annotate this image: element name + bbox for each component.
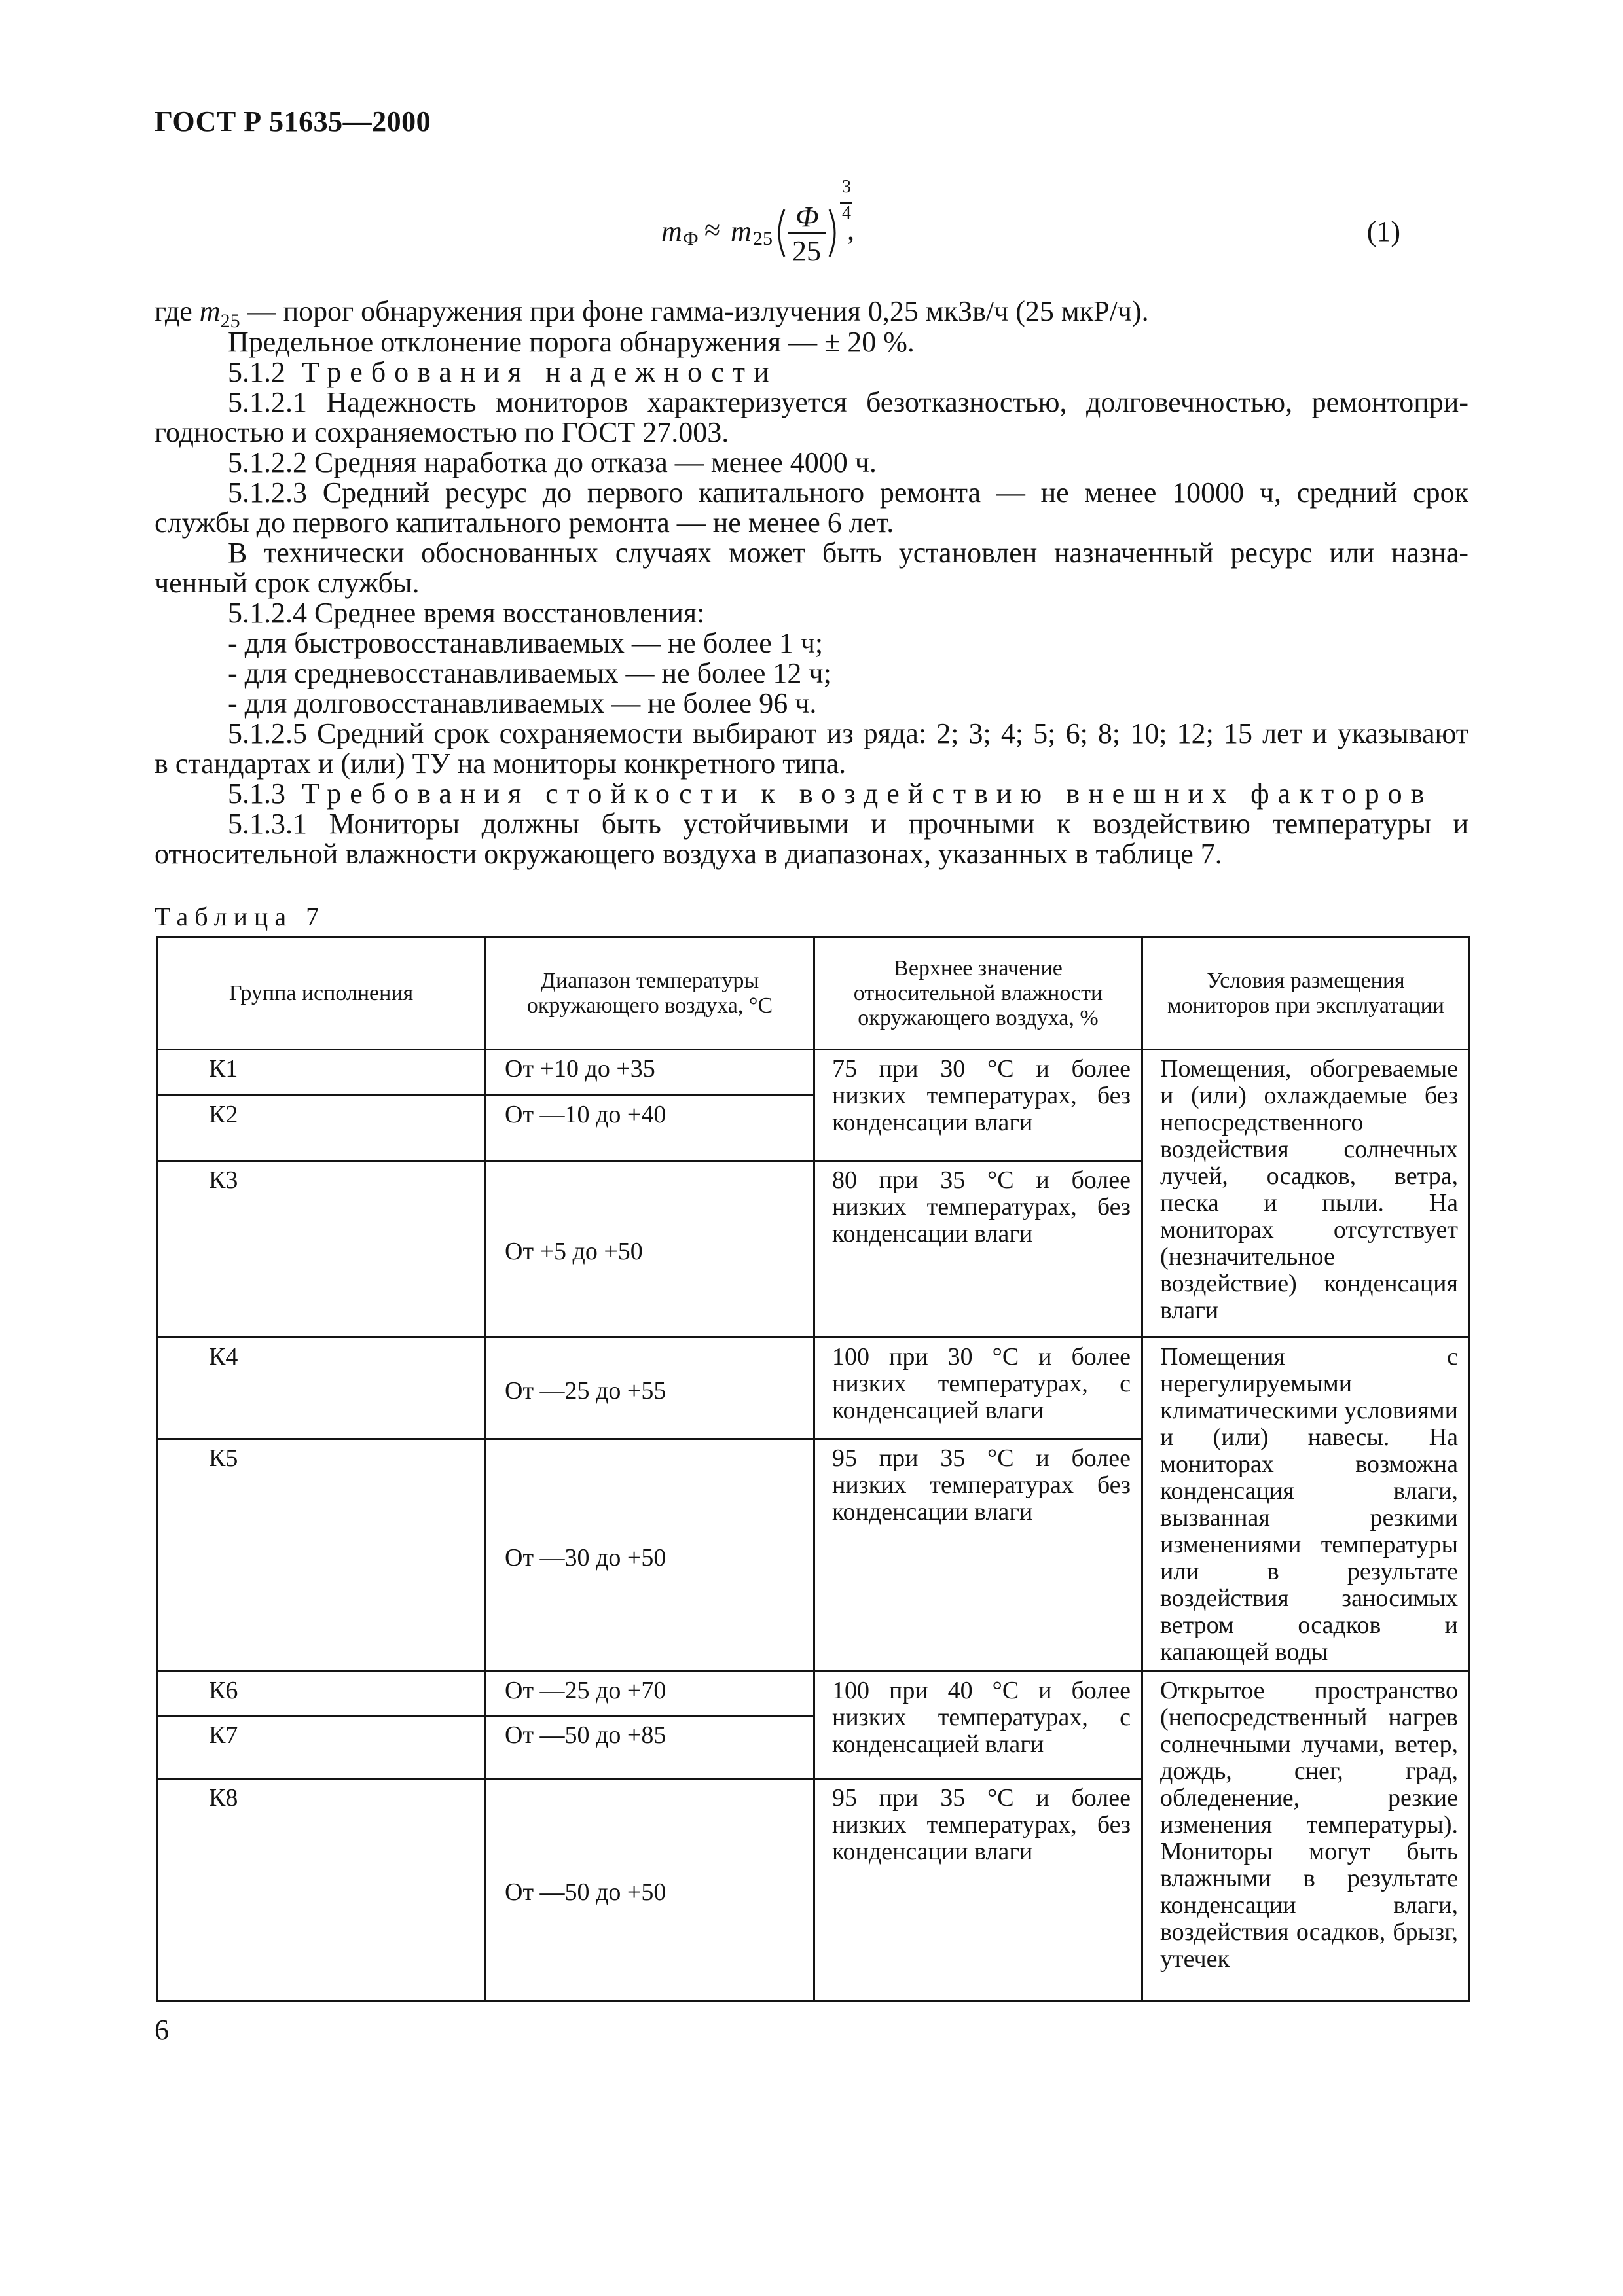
temperature-cell: От —25 до +55 bbox=[486, 1338, 814, 1439]
paragraph-where-prefix: где bbox=[155, 295, 200, 327]
table-header-row bbox=[157, 937, 1470, 1050]
temperature-cell: От —30 до +50 bbox=[486, 1439, 814, 1672]
temperature-cell: От +10 до +35 bbox=[486, 1050, 814, 1096]
temperature-cell: От —50 до +50 bbox=[486, 1779, 814, 2001]
formula-m: m bbox=[731, 215, 752, 247]
paragraph-5-1-3-1-line1: 5.1.3.1 Мониторы должны быть устойчивыми и прочными к воздействию температуры и bbox=[228, 808, 1468, 840]
section-5-1-2-heading bbox=[228, 357, 778, 387]
section-5-1-2-title: Требования надежности bbox=[302, 356, 778, 388]
formula-m-sub: 25 bbox=[753, 228, 773, 249]
formula-denominator: 25 bbox=[792, 235, 821, 267]
humidity-cell: 100 при 40 °С и более низких температурах, с конденсацией влаги bbox=[814, 1672, 1142, 1779]
temperature-cell: От +5 до +50 bbox=[486, 1161, 814, 1338]
section-5-1-3-number: 5.1.3 bbox=[228, 778, 285, 810]
group-cell: К7 bbox=[157, 1716, 486, 1779]
conditions-cell: Открытое пространство (непосредственный нагрев солнечными лучами, ветер, дождь, снег, град, обледенение, резкие изменения температуры). Мониторы могут быть влажными в результате конденсации влаги, воздействия осадков, брызг, утечек bbox=[1142, 1672, 1470, 2001]
table-row bbox=[157, 1338, 1470, 1439]
paragraph-5-1-2-3-line2: службы до первого капитального ремонта — не менее 6 лет. bbox=[155, 507, 894, 539]
group-cell: К6 bbox=[157, 1672, 486, 1716]
paragraph-tech-line2: ченный срок службы. bbox=[155, 567, 420, 599]
group-cell: К1 bbox=[157, 1050, 486, 1096]
paragraph-5-1-2-1-line1: 5.1.2.1 Надежность мониторов характеризуется безотказностью, долговечностью, ремонтопри- bbox=[228, 386, 1468, 418]
formula-lhs-sub: Ф bbox=[683, 228, 699, 249]
header-humidity: Верхнее значение относительной влажности окружающего воздуха, % bbox=[814, 937, 1142, 1050]
group-cell: К2 bbox=[157, 1096, 486, 1161]
formula-exp-den: 4 bbox=[842, 203, 851, 223]
table-7 bbox=[156, 936, 1470, 2002]
paragraph-where-text: — порог обнаружения при фоне гамма-излучения 0,25 мкЗв/ч (25 мкР/ч). bbox=[240, 295, 1149, 327]
group-cell: К3 bbox=[157, 1161, 486, 1338]
header-conditions: Условия размещения мониторов при эксплуатации bbox=[1142, 937, 1470, 1050]
bullet-fast: - для быстровосстанавливаемых — не более 1 ч; bbox=[228, 627, 824, 659]
table-caption: Таблица 7 bbox=[155, 902, 326, 931]
temperature-cell: От —50 до +85 bbox=[486, 1716, 814, 1779]
document-header: ГОСТ Р 51635—2000 bbox=[155, 105, 431, 137]
table-row bbox=[157, 1672, 1470, 1716]
formula-exp-num: 3 bbox=[842, 177, 851, 197]
table-row bbox=[157, 1050, 1470, 1096]
formula-numerator: Ф bbox=[795, 201, 819, 233]
section-5-1-3-heading bbox=[228, 779, 1432, 809]
temperature-cell: От —25 до +70 bbox=[486, 1672, 814, 1716]
section-5-1-3-title: Требования стойкости к воздействию внешних факторов bbox=[302, 778, 1433, 810]
page-number: 6 bbox=[155, 2014, 169, 2046]
formula-approx: ≈ bbox=[704, 214, 721, 246]
humidity-cell: 95 при 35 °С и более низких температурах, без конденсации влаги bbox=[814, 1779, 1142, 2001]
paragraph-where-symbol: m bbox=[199, 295, 221, 327]
group-cell: К4 bbox=[157, 1338, 486, 1439]
formula-brackets bbox=[661, 177, 858, 275]
formula-number: (1) bbox=[1366, 215, 1400, 247]
paragraph-5-1-2-4: 5.1.2.4 Среднее время восстановления: bbox=[228, 597, 705, 629]
humidity-cell: 100 при 30 °С и более низких температурах, с конденсацией влаги bbox=[814, 1338, 1142, 1439]
section-5-1-2-number: 5.1.2 bbox=[228, 356, 285, 388]
humidity-cell: 95 при 35 °С и более низких температурах без конденсации влаги bbox=[814, 1439, 1142, 1672]
paragraph-where-sub: 25 bbox=[220, 310, 240, 332]
paragraph-5-1-2-1-line2: годностью и сохраняемостью по ГОСТ 27.003. bbox=[155, 416, 729, 448]
paragraph-5-1-3-1-line2: относительной влажности окружающего воздуха в диапазонах, указанных в таблице 7. bbox=[155, 838, 1222, 870]
humidity-cell: 75 при 30 °С и более низких температурах, без конденсации влаги bbox=[814, 1050, 1142, 1161]
header-temperature: Диапазон температуры окружающего воздуха, °С bbox=[486, 937, 814, 1050]
bullet-long: - для долговосстанавливаемых — не более 96 ч. bbox=[228, 687, 817, 719]
paragraph-tech-line1: В технически обоснованных случаях может быть установлен назначенный ресурс или назна- bbox=[228, 537, 1468, 569]
paragraph-5-1-2-2: 5.1.2.2 Средняя наработка до отказа — менее 4000 ч. bbox=[228, 446, 877, 478]
temperature-cell: От —10 до +40 bbox=[486, 1096, 814, 1161]
group-cell: К8 bbox=[157, 1779, 486, 2001]
group-cell: К5 bbox=[157, 1439, 486, 1672]
formula-lhs: m bbox=[661, 215, 682, 247]
header-group: Группа исполнения bbox=[157, 937, 486, 1050]
paragraph-5-1-2-5-line2: в стандартах и (или) ТУ на мониторы конкретного типа. bbox=[155, 747, 847, 780]
conditions-cell: Помещения с нерегулируемыми климатическими условиями и (или) навесы. На мониторах возможна конденсация влаги, вызванная резкими изменениями температуры или в результате воздействия заносимых ветром осадков и капающей воды bbox=[1142, 1338, 1470, 1672]
conditions-cell: Помещения, обогреваемые и (или) охлаждаемые без непосредственного воздействия солнечных лучей, осадков, ветра, песка и пыли. На мониторах отсутствует (незначительное воздействие) конденсация влаги bbox=[1142, 1050, 1470, 1338]
humidity-cell: 80 при 35 °С и более низких температурах, без конденсации влаги bbox=[814, 1161, 1142, 1338]
formula bbox=[661, 177, 858, 275]
paragraph-5-1-2-5-line1: 5.1.2.5 Средний срок сохраняемости выбирают из ряда: 2; 3; 4; 5; 6; 8; 10; 12; 15 лет и указывают bbox=[228, 717, 1468, 749]
bullet-medium: - для средневосстанавливаемых — не более 12 ч; bbox=[228, 657, 831, 689]
paragraph-deviation: Предельное отклонение порога обнаружения — ± 20 %. bbox=[228, 326, 915, 358]
formula-comma: , bbox=[847, 214, 854, 246]
paragraph-5-1-2-3-line1: 5.1.2.3 Средний ресурс до первого капитального ремонта — не менее 10000 ч, средний срок bbox=[228, 476, 1468, 509]
